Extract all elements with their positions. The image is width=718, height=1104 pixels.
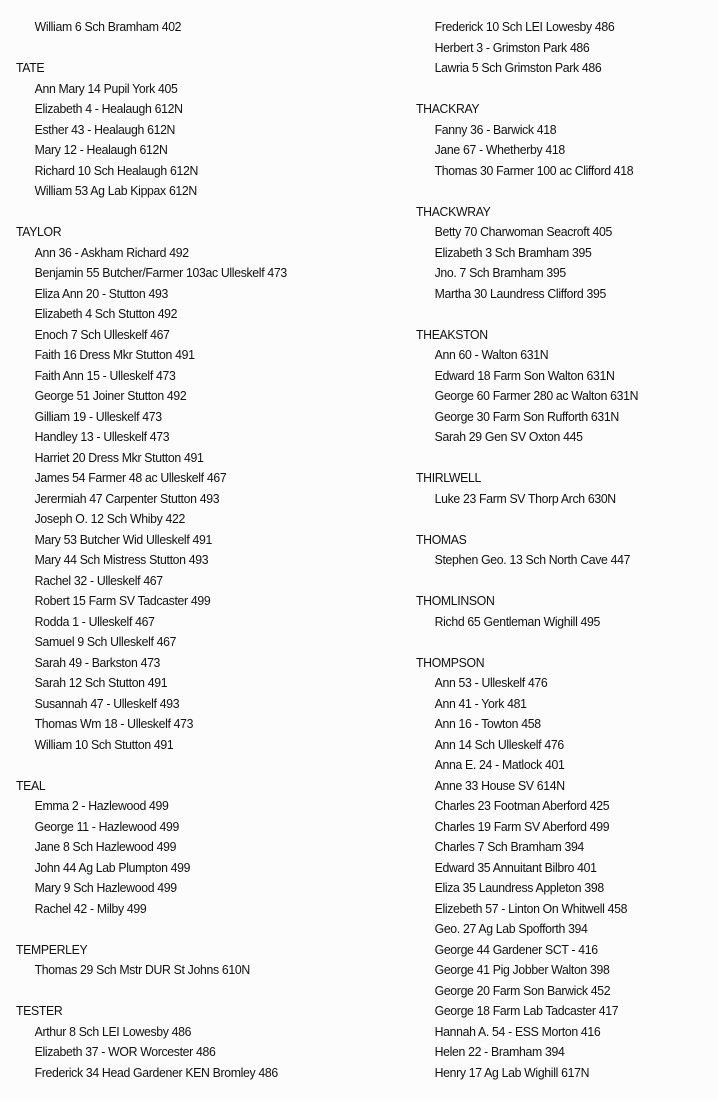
person-entry: Enoch 7 Sch Ulleskelf 467 (34, 326, 170, 342)
person-entry: Thomas Wm 18 - Ulleskelf 473 (34, 716, 194, 731)
person-entry: Henry 17 Ag Lab Wighill 617N (434, 1064, 590, 1080)
person-entry: George 51 Joiner Stutton 492 (34, 388, 187, 403)
surname-section (416, 202, 714, 305)
surname-section (16, 58, 369, 202)
person-entry: Mary 9 Sch Hazlewood 499 (34, 880, 177, 895)
person-entry: John 44 Ag Lab Plumpton 499 (34, 859, 191, 875)
person-entry: James 54 Farmer 48 ac Ulleskelf 467 (34, 470, 227, 485)
surname-heading: THIRLWELL (416, 470, 481, 485)
person-entry: George 44 Gardener SCT - 416 (434, 941, 598, 957)
person-entry: Thomas 29 Sch Mstr DUR St Johns 610N (34, 962, 250, 977)
person-entry: Samuel 9 Sch Ulleskelf 467 (34, 634, 177, 649)
person-entry: William 53 Ag Lab Kippax 612N (34, 183, 197, 198)
person-entry: Richard 10 Sch Healaugh 612N (34, 162, 198, 178)
person-entry: Rodda 1 - Ulleskelf 467 (34, 613, 155, 629)
surname-heading: THOMLINSON (416, 593, 495, 608)
person-entry: Richd 65 Gentleman Wighill 495 (434, 613, 601, 629)
surname-heading: THOMPSON (416, 654, 485, 670)
person-entry: George 20 Farm Son Barwick 452 (434, 982, 611, 998)
person-entry: Helen 22 - Bramham 394 (434, 1044, 565, 1059)
person-entry: George 41 Pig Jobber Walton 398 (434, 962, 610, 977)
person-entry: Benjamin 55 Butcher/Farmer 103ac Ulleskelf 473 (34, 265, 287, 280)
continued-entry: William 6 Sch Bramham 402 (34, 19, 182, 34)
surname-heading: TATE (16, 60, 45, 75)
person-entry: Ann 41 - York 481 (434, 695, 527, 711)
person-entry: Fanny 36 - Barwick 418 (434, 121, 557, 137)
person-entry: Edward 35 Annuitant Bilbro 401 (434, 859, 597, 875)
surname-heading: TEMPERLEY (16, 941, 88, 957)
person-entry: George 30 Farm Son Rufforth 631N (434, 408, 619, 424)
person-entry: Ann 53 - Ulleskelf 476 (434, 675, 548, 690)
continued-entry: Frederick 10 Sch LEI Lowesby 486 (434, 19, 615, 34)
person-entry: Gilliam 19 - Ulleskelf 473 (34, 408, 162, 424)
person-entry: Stephen Geo. 13 Sch North Cave 447 (434, 552, 631, 567)
person-entry: Ann 16 - Towton 458 (434, 716, 541, 731)
surname-section (416, 653, 714, 1084)
person-entry: Mary 53 Butcher Wid Ulleskelf 491 (34, 531, 212, 547)
person-entry: Emma 2 - Hazlewood 499 (34, 798, 169, 813)
person-entry: Charles 19 Farm SV Aberford 499 (434, 818, 610, 834)
person-entry: Ann 14 Sch Ulleskelf 476 (434, 736, 564, 752)
person-entry: Arthur 8 Sch LEI Lowesby 486 (34, 1023, 192, 1039)
person-entry: Elizabeth 3 Sch Bramham 395 (434, 244, 592, 260)
person-entry: Faith Ann 15 - Ulleskelf 473 (34, 367, 176, 383)
surname-heading: THACKRAY (416, 101, 480, 116)
person-entry: Eliza 35 Laundress Appleton 398 (434, 880, 604, 895)
person-entry: Betty 70 Charwoman Seacroft 405 (434, 224, 612, 239)
surname-heading: TAYLOR (16, 224, 62, 239)
surname-section (16, 776, 369, 920)
left-column (16, 17, 369, 1104)
person-entry: Harriet 20 Dress Mkr Stutton 491 (34, 449, 204, 465)
person-entry: Esther 43 - Healaugh 612N (34, 121, 176, 137)
person-entry: Rachel 32 - Ulleskelf 467 (34, 572, 163, 588)
surname-section (416, 591, 714, 632)
person-entry: Elizabeth 4 Sch Stutton 492 (34, 306, 178, 321)
surname-section (416, 468, 714, 509)
person-entry: Eliza Ann 20 - Stutton 493 (34, 285, 168, 301)
surname-section (416, 99, 714, 181)
person-entry: Charles 7 Sch Bramham 394 (434, 839, 584, 854)
surname-heading: THOMAS (416, 531, 467, 547)
person-entry: Ann Mary 14 Pupil York 405 (34, 80, 178, 96)
person-entry: Frederick 34 Head Gardener KEN Bromley 486 (34, 1064, 278, 1080)
surname-section (16, 940, 369, 981)
person-entry: Ann 60 - Walton 631N (434, 347, 549, 362)
person-entry: Charles 23 Footman Aberford 425 (434, 798, 610, 813)
person-entry: Martha 30 Laundress Clifford 395 (434, 285, 606, 301)
person-entry: Jno. 7 Sch Bramham 395 (434, 265, 566, 280)
right-column (416, 17, 714, 1104)
surname-section (16, 222, 369, 755)
surname-heading: TESTER (16, 1003, 63, 1018)
person-entry: George 11 - Hazlewood 499 (34, 818, 179, 834)
surname-heading: THACKWRAY (416, 203, 491, 219)
person-entry: George 18 Farm Lab Tadcaster 417 (434, 1003, 619, 1018)
person-entry: Hannah A. 54 - ESS Morton 416 (434, 1023, 601, 1039)
person-entry: Jane 67 - Whetherby 418 (434, 142, 565, 157)
person-entry: Faith 16 Dress Mkr Stutton 491 (34, 347, 195, 362)
person-entry: Anna E. 24 - Matlock 401 (434, 757, 565, 772)
person-entry: Thomas 30 Farmer 100 ac Clifford 418 (434, 162, 634, 178)
person-entry: Mary 12 - Healaugh 612N (34, 142, 168, 157)
continued-entry: Herbert 3 - Grimston Park 486 (434, 39, 590, 55)
person-entry: Elizebeth 57 - Linton On Whitwell 458 (434, 900, 628, 916)
person-entry: Sarah 29 Gen SV Oxton 445 (434, 429, 583, 444)
surname-heading: TEAL (16, 777, 46, 793)
person-entry: Edward 18 Farm Son Walton 631N (434, 367, 615, 383)
person-entry: Elizabeth 37 - WOR Worcester 486 (34, 1044, 216, 1059)
person-entry: Sarah 49 - Barkston 473 (34, 654, 161, 670)
person-entry: Ann 36 - Askham Richard 492 (34, 244, 189, 260)
person-entry: Sarah 12 Sch Stutton 491 (34, 675, 168, 690)
person-entry: Luke 23 Farm SV Thorp Arch 630N (434, 490, 616, 506)
person-entry: William 10 Sch Stutton 491 (34, 736, 174, 752)
person-entry: Susannah 47 - Ulleskelf 493 (34, 695, 180, 711)
person-entry: Geo. 27 Ag Lab Spofforth 394 (434, 921, 588, 936)
surname-section (416, 530, 714, 571)
continued-entry: Lawria 5 Sch Grimston Park 486 (434, 60, 602, 75)
surname-section (416, 325, 714, 448)
person-entry: George 60 Farmer 280 ac Walton 631N (434, 388, 639, 403)
person-entry: Jerermiah 47 Carpenter Stutton 493 (34, 490, 220, 506)
surname-heading: THEAKSTON (416, 326, 488, 342)
person-entry: Robert 15 Farm SV Tadcaster 499 (34, 593, 211, 608)
person-entry: Handley 13 - Ulleskelf 473 (34, 429, 170, 444)
person-entry: Anne 33 House SV 614N (434, 777, 565, 793)
surname-section (16, 1001, 369, 1083)
person-entry: Joseph O. 12 Sch Whiby 422 (34, 511, 185, 526)
person-entry: Mary 44 Sch Mistress Stutton 493 (34, 552, 209, 567)
person-entry: Elizabeth 4 - Healaugh 612N (34, 101, 183, 116)
person-entry: Rachel 42 - Milby 499 (34, 900, 147, 916)
person-entry: Jane 8 Sch Hazlewood 499 (34, 839, 177, 854)
